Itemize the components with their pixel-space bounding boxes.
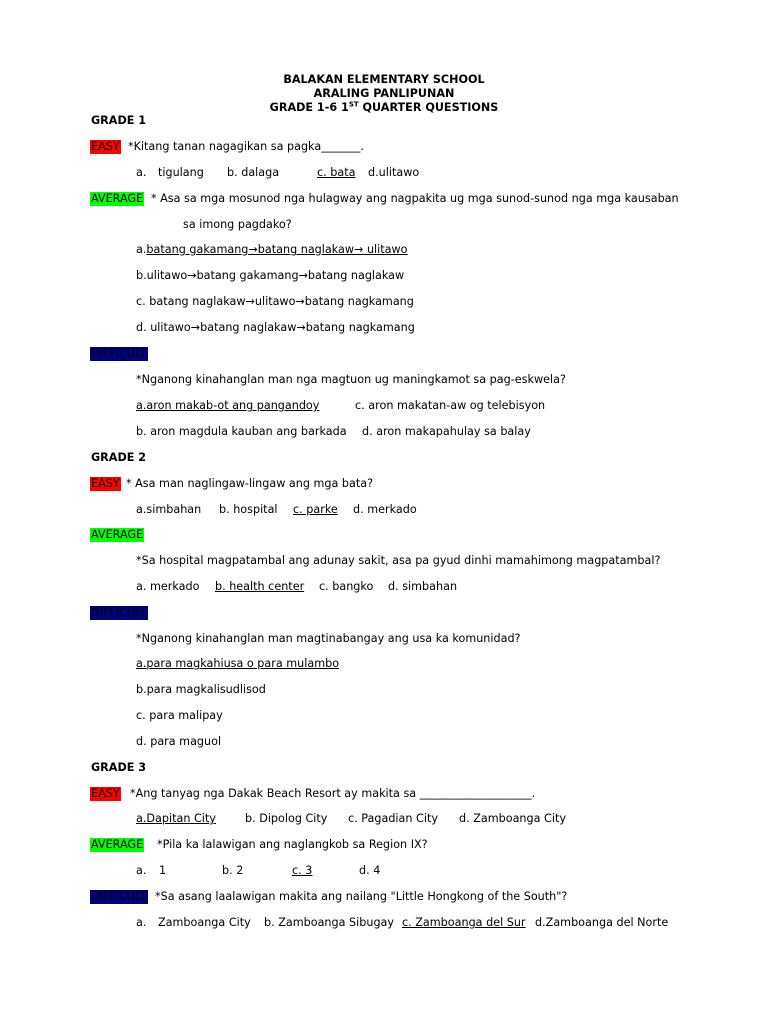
g3-avg-question: *Pila ka lalawigan ang naglangkob sa Region IX?	[157, 838, 428, 851]
g2-diff-choice-b: b.para magkalisudlisod	[136, 683, 266, 696]
subject-title: ARALING PANLIPUNAN	[313, 87, 455, 100]
g3-avg-choice-d: d. 4	[359, 864, 381, 877]
g1-easy-choice-a: tigulang	[158, 166, 204, 179]
g2-diff-choice-d: d. para maguol	[136, 735, 222, 748]
grade3-heading: GRADE 3	[91, 761, 147, 774]
g3-avg-choice-b: b. 2	[222, 864, 244, 877]
g1-easy-choice-a-letter: a.	[136, 166, 147, 179]
g3-easy-choice-b: b. Dipolog City	[245, 812, 328, 825]
g2-easy-choice-d: d. merkado	[353, 503, 417, 516]
g1-avg-choice-b: b.ulitawo→batang gakamang→batang naglakaw	[136, 269, 405, 282]
g2-diff-choice-c: c. para malipay	[136, 709, 223, 722]
g1-avg-choice-d: d. ulitawo→batang naglakaw→batang nagkamang	[136, 321, 415, 334]
g3-easy-choice-c: c. Pagadian City	[348, 812, 438, 825]
g2-diff-question: *Nganong kinahanglan man magtinabangay ang usa ka komunidad?	[136, 632, 521, 645]
g2-avg-choice-b-answer: b. health center	[215, 580, 305, 593]
g3-avg-choice-a-letter: a.	[136, 864, 147, 877]
g1-diff-choice-c: c. aron makatan-aw og telebisyon	[355, 399, 546, 412]
g2-diff-choice-a-answer: a.para magkahiusa o para mulambo	[136, 657, 340, 670]
title-pre: GRADE 1-6 1	[269, 101, 349, 114]
g1-easy-choice-c-answer: c. bata	[317, 166, 356, 179]
g1-diff-question: *Nganong kinahanglan man nga magtuon ug maningkamot sa pag-eskwela?	[136, 373, 566, 386]
grade2-heading: GRADE 2	[91, 451, 147, 464]
g2-easy-choice-c-answer: c. parke	[293, 503, 338, 516]
school-name: BALAKAN ELEMENTARY SCHOOL	[283, 73, 485, 86]
title-sup: ST	[348, 100, 359, 109]
g1-avg-choice-c: c. batang naglakaw→ulitawo→batang nagkamang	[136, 295, 414, 308]
g1-avg-question-line2: sa imong pagdako?	[183, 218, 292, 231]
g3-easy-question: *Ang tanyag nga Dakak Beach Resort ay makita sa ____________________.	[130, 787, 536, 800]
g1-easy-choice-d: d.ulitawo	[368, 166, 420, 179]
g1-avg-question-line1: * Asa sa mga mosunod nga hulagway ang nagpakita ug mga sunod-sunod nga mga kausaban	[151, 192, 679, 205]
g3-diff-choice-a: Zamboanga City	[158, 916, 251, 929]
g2-easy-choice-a: a.simbahan	[136, 503, 202, 516]
g2-easy-choice-b: b. hospital	[219, 503, 278, 516]
g3-diff-choice-c-answer: c. Zamboanga del Sur	[402, 916, 526, 929]
average-badge: AVERAGE	[91, 192, 144, 205]
g1-diff-choice-d: d. aron makapahulay sa balay	[362, 425, 531, 438]
grade1-heading: GRADE 1	[91, 114, 147, 127]
g3-diff-choice-a-letter: a.	[136, 916, 147, 929]
g1-diff-choice-a-answer: a.aron makab-ot ang pangandoy	[136, 399, 320, 412]
difficult-badge: DIFFICULT	[91, 890, 147, 903]
g3-diff-question: *Sa asang laalawigan makita ang nailang "Little Hongkong of the South"?	[155, 890, 568, 903]
g2-avg-question: *Sa hospital magpatambal ang adunay sakit, asa pa gyud dinhi mamahimong magpatambal?	[136, 554, 661, 567]
g2-avg-choice-a: a. merkado	[136, 580, 200, 593]
difficult-badge: DIFFICULT	[91, 606, 147, 619]
g1-avg-choice-a-letter: a.	[136, 243, 147, 256]
document-title	[0, 101, 768, 115]
easy-badge: EASY	[91, 787, 120, 800]
g3-easy-choice-a-answer: a.Dapitan City	[136, 812, 216, 825]
g3-diff-choice-d: d.Zamboanga del Norte	[535, 916, 669, 929]
g2-avg-choice-c: c. bangko	[319, 580, 374, 593]
g3-avg-choice-a: 1	[159, 864, 167, 877]
g2-avg-choice-d: d. simbahan	[388, 580, 458, 593]
g1-easy-question: *Kitang tanan nagagikan sa pagka_______.	[128, 140, 364, 153]
average-badge: AVERAGE	[91, 838, 144, 851]
g3-easy-choice-d: d. Zamboanga City	[459, 812, 566, 825]
g1-easy-choice-b: b. dalaga	[227, 166, 280, 179]
title-post: QUARTER QUESTIONS	[358, 101, 499, 114]
difficult-badge: DIFFICULT	[91, 347, 147, 360]
easy-badge: EASY	[91, 140, 120, 153]
g1-diff-choice-b: b. aron magdula kauban ang barkada	[136, 425, 347, 438]
g1-avg-choice-a-answer: batang gakamang→batang naglakaw→ ulitawo	[146, 243, 408, 256]
g3-diff-choice-b: b. Zamboanga Sibugay	[264, 916, 395, 929]
g1-avg-choice-a	[136, 243, 408, 257]
easy-badge: EASY	[91, 477, 120, 490]
g3-avg-choice-c-answer: c. 3	[292, 864, 313, 877]
average-badge: AVERAGE	[91, 528, 144, 541]
g2-easy-question: * Asa man naglingaw-lingaw ang mga bata?	[126, 477, 374, 490]
